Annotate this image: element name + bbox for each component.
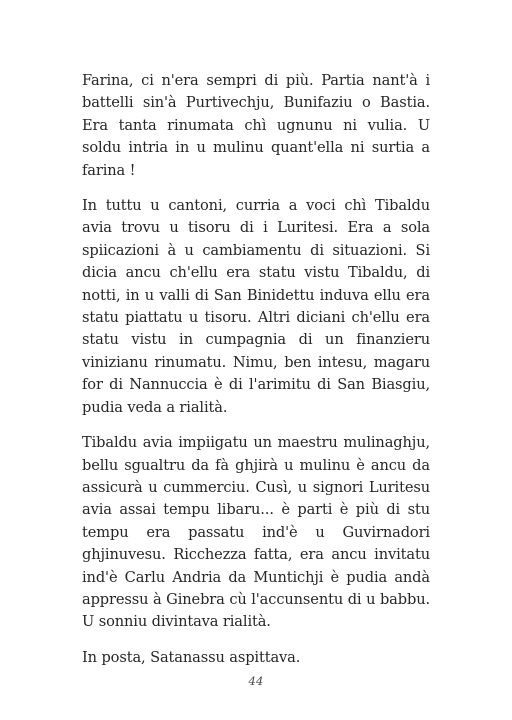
paragraph-1: Farina, ci n'era sempri di più. Partia nant'à i battelli sin'à Purtivechju, Bunifaziu o Bastia. Era tanta rinumata chì ugnunu ni vulia. U soldu intria in u mulinu quant'ella ni surtia a farina ! — [82, 72, 430, 179]
paragraph-3: Tibaldu avia impiigatu un maestru mulinaghju, bellu sgualtru da fà ghjirà u mulinu è ancu da assicurà u cummerciu. Cusì, u signori Luritesu avia assai tempu libaru... è parti è più di stu tempu era passatu ind'è u Guvirnadori ghjinuvesu. Ricchezza fatta, era ancu invitatu ind'è Carlu Andria da Muntichji è pudia andà appressu à Ginebra cù l'accunsentu di u babbu. U sonniu divintava rialità. — [82, 434, 430, 631]
paragraph-4: In posta, Satanassu aspittava. — [82, 648, 301, 666]
paragraph-2: In tuttu u cantoni, curria a voci chì Tibaldu avia trovu u tisoru di i Luritesi. Era a sola spiicazioni à u cambiamentu di situazioni. Si dicia ancu ch'ellu era statu vistu Tibaldu, di notti, in u valli di San Binidettu induva ellu era statu piattatu u tisoru. Altri diciani ch'ellu era statu vistu in cumpagnia di un finanzieru vinizianu rinumatu. Nimu, ben intesu, magaru for di Nannuccia è di l'arimitu di San Biasgiu, pudia veda a rialità. — [82, 197, 430, 416]
page-number: 44 — [248, 674, 264, 688]
body-text — [82, 70, 430, 669]
